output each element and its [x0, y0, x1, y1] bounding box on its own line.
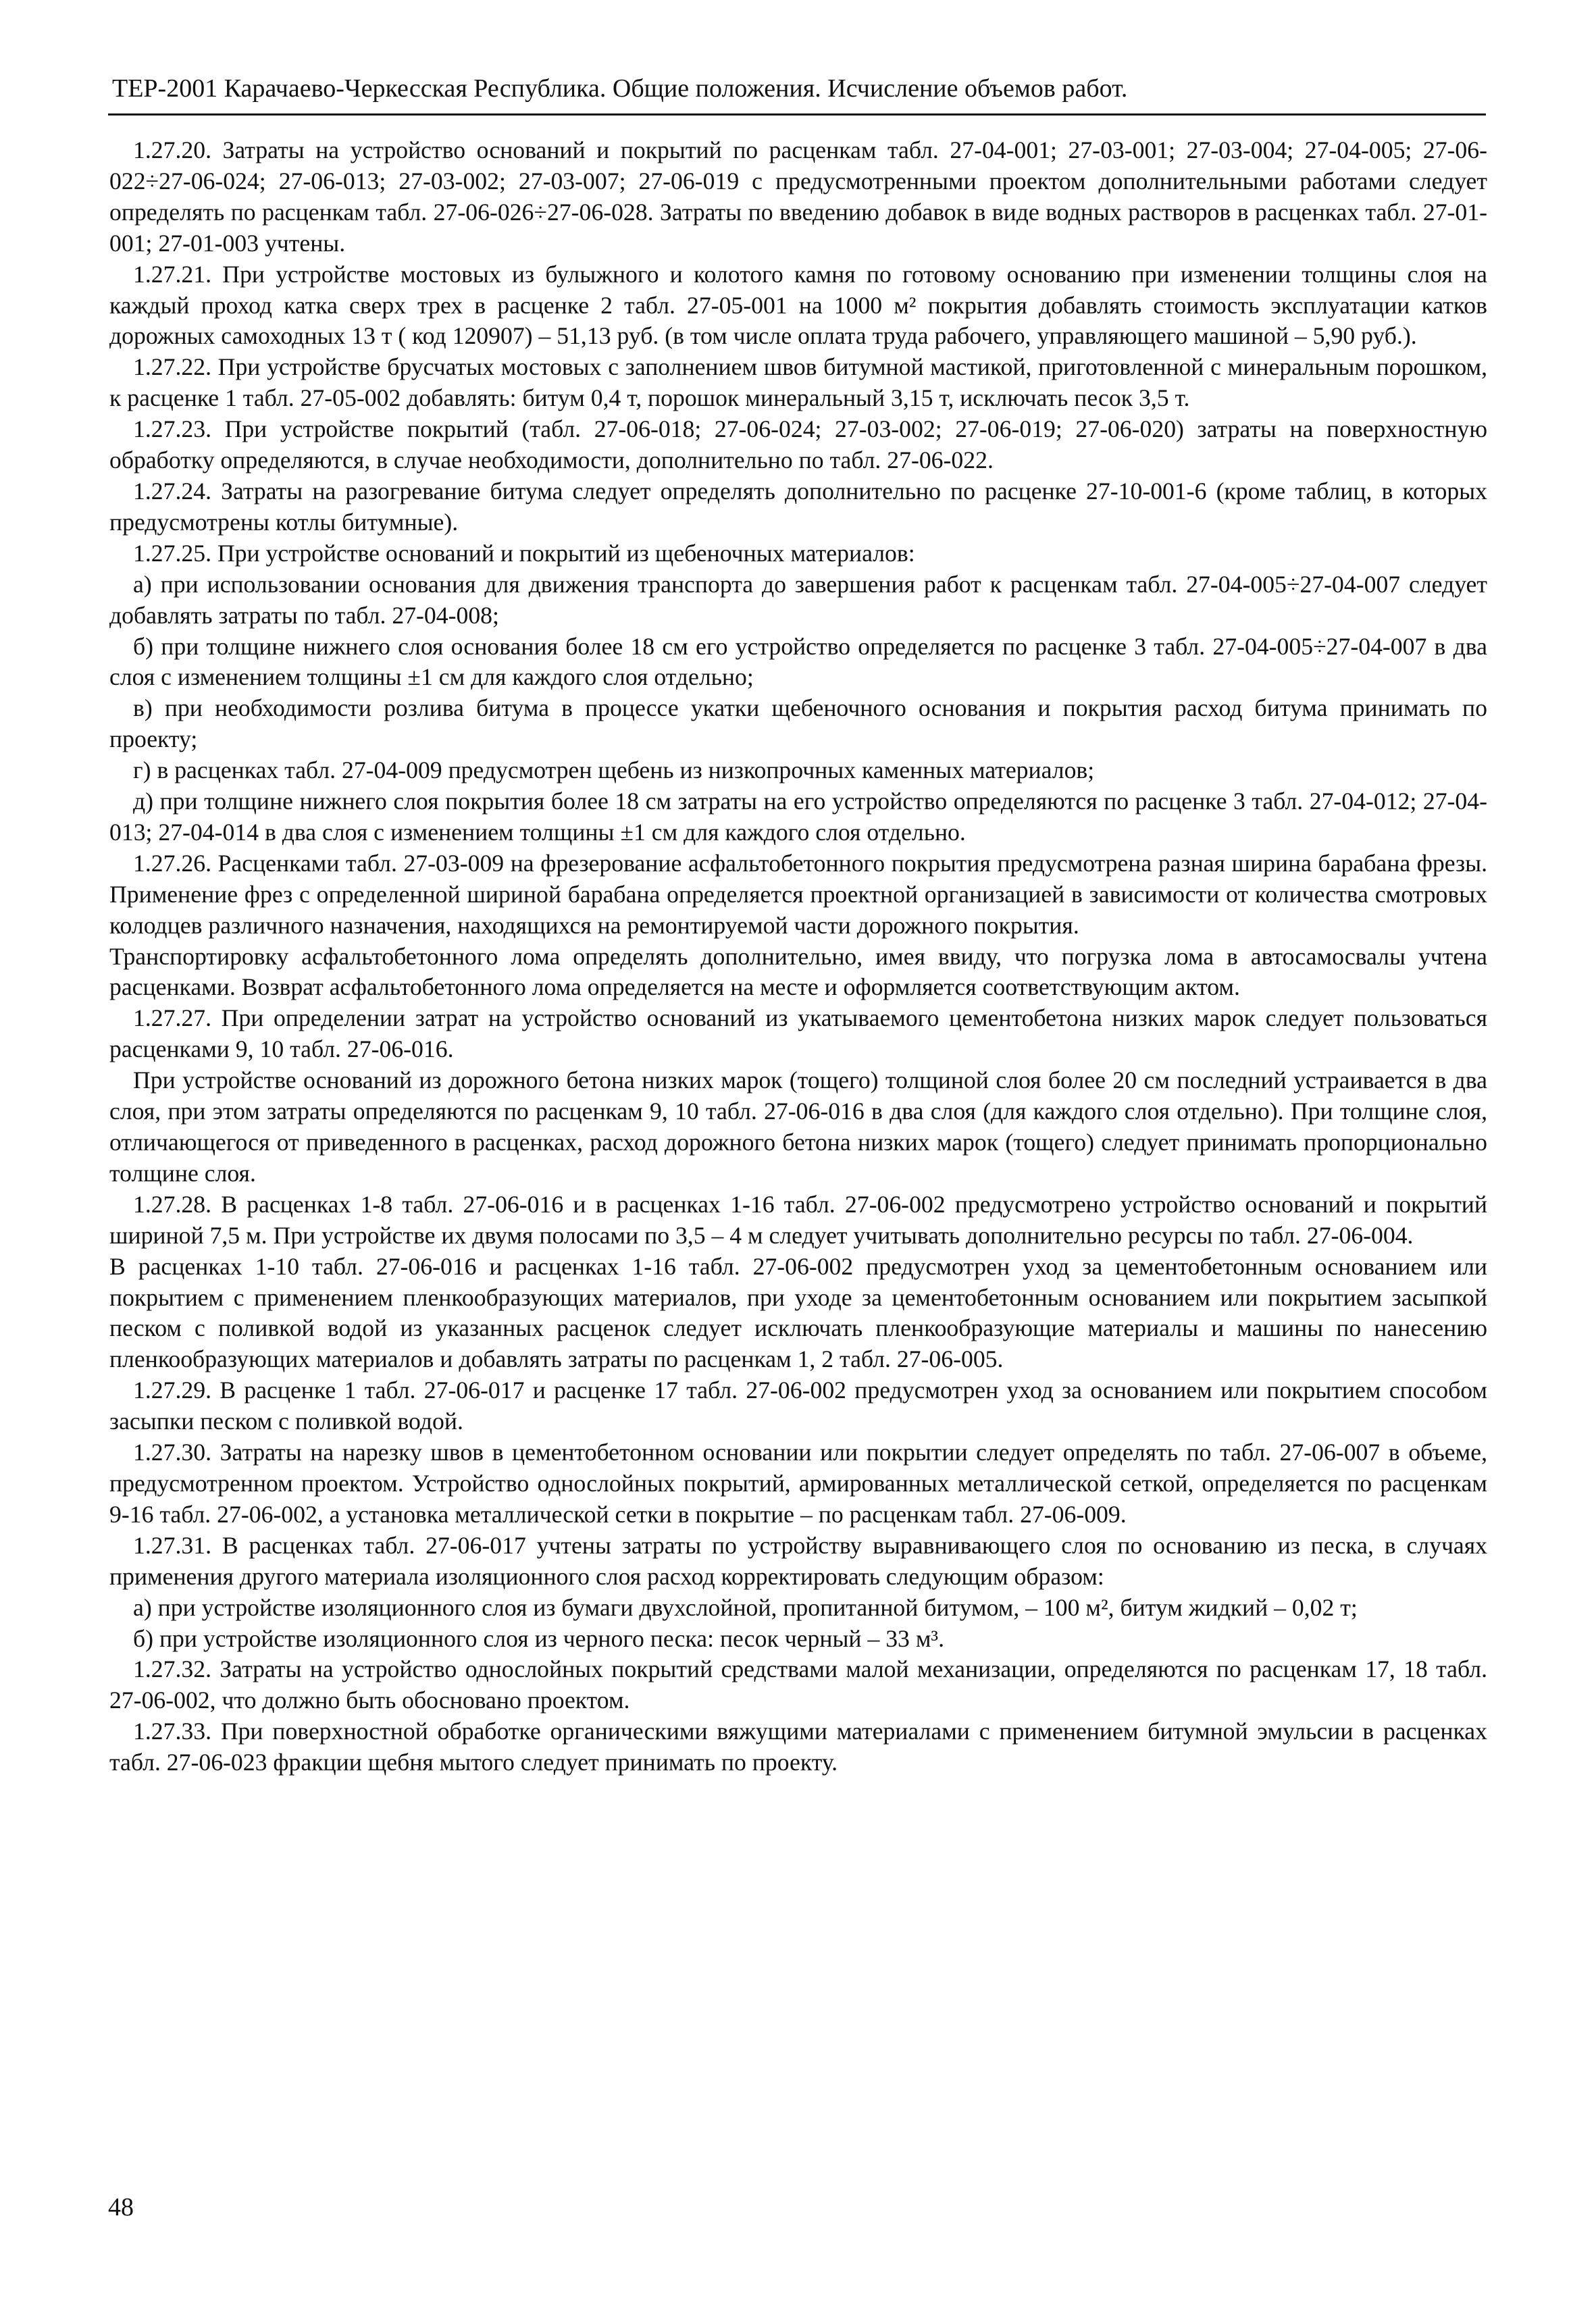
list-item-a: а) при использовании основания для движения транспорта до завершения работ к расценкам табл. 27-04-005÷27-04-007 следует добавлять затраты по табл. 27-04-008;: [109, 570, 1487, 629]
paragraph-lean-concrete: При устройстве оснований из дорожного бетона низких марок (тощего) толщиной слоя более 20 см последний устраивается в два слоя, при этом затраты определяются по расценкам 9, 10 табл. 27-06-016 в два слоя (для каждого слоя отдельно). При толщине слоя, отличающегося от приведенного в расценках, расход дорожного бетона низких марок (тощего) следует принимать пропорционально толщине слоя.: [109, 1066, 1487, 1187]
page-number: 48: [108, 2193, 134, 2221]
paragraph-1-27-22: 1.27.22. При устройстве брусчатых мостовых с заполнением швов битумной мастикой, приготовленной с минеральным порошком, к расценке 1 табл. 27-05-002 добавлять: битум 0,4 т, порошок минеральный 3,15 т, исключать песок 3,5 т.: [109, 353, 1487, 412]
paragraph-1-27-23: 1.27.23. При устройстве покрытий (табл. 27-06-018; 27-06-024; 27-03-002; 27-06-019; 27-06-020) затраты на поверхностную обработку определяются, в случае необходимости, дополнительно по табл. 27-06-022.: [109, 415, 1487, 474]
paragraph-1-27-20: 1.27.20. Затраты на устройство оснований и покрытий по расценкам табл. 27-04-001; 27-03-001; 27-03-004; 27-04-005; 27-06-022÷27-06-024; 27-06-013; 27-03-002; 27-03-007; 27-06-019 с предусмотренными проектом дополнительными работами следует определять по расценкам табл. 27-06-026÷27-06-028. Затраты по введению добавок в виде водных растворов в расценках табл. 27-01-001; 27-01-003 учтены.: [109, 136, 1487, 257]
list-item-a-insulation: а) при устройстве изоляционного слоя из бумаги двухслойной, пропитанной битумом, – 100 м², битум жидкий – 0,02 т;: [133, 1593, 1358, 1621]
list-item-v: в) при необходимости розлива битума в процессе укатки щебеночного основания и покрытия расход битума принимать по проекту;: [109, 694, 1487, 753]
paragraph-1-27-28: 1.27.28. В расценках 1-8 табл. 27-06-016 и в расценках 1-16 табл. 27-06-002 предусмотрено устройство оснований и покрытий шириной 7,5 м. При устройстве их двумя полосами по 3,5 – 4 м следует учитывать дополнительно ресурсы по табл. 27-06-004.: [109, 1190, 1487, 1249]
paragraph-1-27-21: 1.27.21. При устройстве мостовых из булыжного и колотого камня по готовому основанию при изменении толщины слоя на каждый проход катка сверх трех в расценке 2 табл. 27-05-001 на 1000 м² покрытия добавлять стоимость эксплуатации катков дорожных самоходных 13 т ( код 120907) – 51,13 руб. (в том числе оплата труда рабочего, управляющего машиной – 5,90 руб.).: [109, 260, 1487, 350]
list-item-b: б) при толщине нижнего слоя основания более 18 см его устройство определяется по расценке 3 табл. 27-04-005÷27-04-007 в два слоя с изменением толщины ±1 см для каждого слоя отдельно;: [109, 632, 1487, 691]
header-divider: [108, 113, 1486, 115]
paragraph-transport-scrap: Транспортировку асфальтобетонного лома определять дополнительно, имея ввиду, что погрузка лома в автосамосвалы учтена расценками. Возврат асфальтобетонного лома определяется на месте и оформляется соответствующим актом.: [109, 942, 1487, 1001]
paragraph-curing: В расценках 1-10 табл. 27-06-016 и расценках 1-16 табл. 27-06-002 предусмотрен уход за цементобетонным основанием или покрытием с применением пленкообразующих материалов, при уходе за цементобетонным основанием или покрытием засыпкой песком с поливкой водой из указанных расценок следует исключать пленкообразующие материалы и машины по нанесению пленкообразующих материалов и добавлять затраты по расценкам 1, 2 табл. 27-06-005.: [109, 1252, 1487, 1373]
list-item-b-insulation: б) при устройстве изоляционного слоя из черного песка: песок черный – 33 м³.: [133, 1624, 945, 1652]
paragraph-1-27-26: 1.27.26. Расценками табл. 27-03-009 на фрезерование асфальтобетонного покрытия предусмотрена разная ширина барабана фрезы. Применение фрез с определенной шириной барабана определяется проектной организацией в зависимости от количества смотровых колодцев различного назначения, находящихся на ремонтируемой части дорожного покрытия.: [109, 849, 1487, 939]
paragraph-1-27-31: 1.27.31. В расценках табл. 27-06-017 учтены затраты по устройству выравнивающего слоя по основанию из песка, в случаях применения другого материала изоляционного слоя расход корректировать следующим образом:: [109, 1531, 1487, 1590]
list-item-g: г) в расценках табл. 27-04-009 предусмотрен щебень из низкопрочных каменных материалов;: [133, 756, 1095, 784]
paragraph-1-27-24: 1.27.24. Затраты на разогревание битума следует определять дополнительно по расценке 27-10-001-6 (кроме таблиц, в которых предусмотрены котлы битумные).: [109, 477, 1487, 536]
list-item-d: д) при толщине нижнего слоя покрытия более 18 см затраты на его устройство определяются по расценке 3 табл. 27-04-012; 27-04-013; 27-04-014 в два слоя с изменением толщины ±1 см для каждого слоя отдельно.: [109, 788, 1487, 846]
paragraph-1-27-29: 1.27.29. В расценке 1 табл. 27-06-017 и расценке 17 табл. 27-06-002 предусмотрен уход за основанием или покрытием способом засыпки песком с поливкой водой.: [109, 1377, 1487, 1435]
paragraph-1-27-30: 1.27.30. Затраты на нарезку швов в цементобетонном основании или покрытии следует определять по табл. 27-06-007 в объеме, предусмотренном проектом. Устройство однослойных покрытий, армированных металлической сеткой, определяется по расценкам 9-16 табл. 27-06-002, а установка металлической сетки в покрытие – по расценкам табл. 27-06-009.: [109, 1439, 1487, 1528]
paragraph-1-27-32: 1.27.32. Затраты на устройство однослойных покрытий средствами малой механизации, определяются по расценкам 17, 18 табл. 27-06-002, что должно быть обосновано проектом.: [109, 1655, 1487, 1714]
page-header: ТЕР-2001 Карачаево-Черкесская Республика. Общие положения. Исчисление объемов работ.: [112, 74, 1128, 103]
paragraph-1-27-27: 1.27.27. При определении затрат на устройство оснований из укатываемого цементобетона низких марок следует пользоваться расценками 9, 10 табл. 27-06-016.: [109, 1004, 1487, 1063]
paragraph-1-27-25: 1.27.25. При устройстве оснований и покрытий из щебеночных материалов:: [133, 539, 915, 567]
document-body: [109, 135, 1487, 1778]
paragraph-1-27-33: 1.27.33. При поверхностной обработке органическими вяжущими материалами с применением битумной эмульсии в расценках табл. 27-06-023 фракции щебня мытого следует принимать по проекту.: [109, 1718, 1487, 1776]
